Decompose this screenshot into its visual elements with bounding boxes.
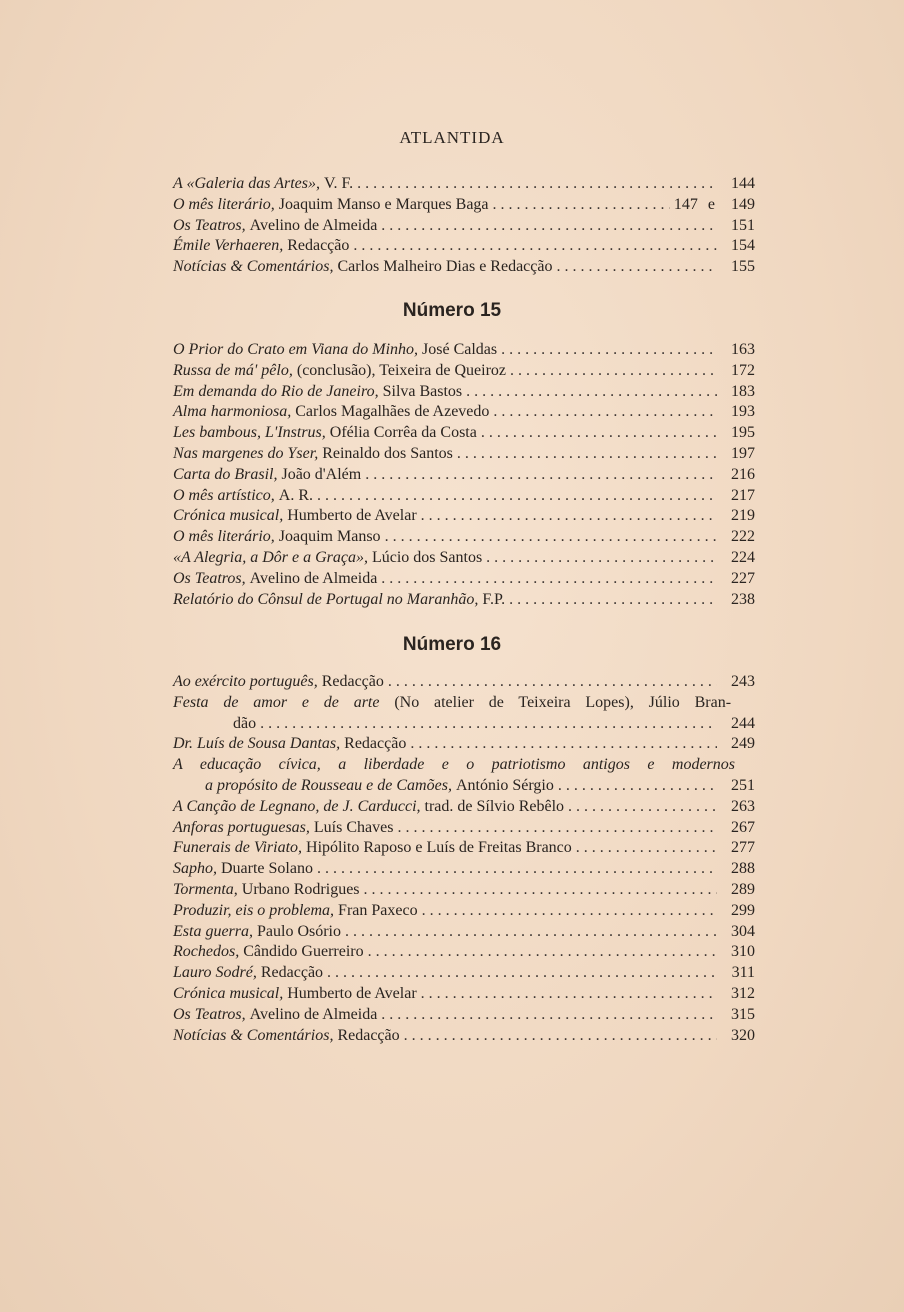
- entry-page: 154: [731, 237, 755, 255]
- entry-author: F.P.: [482, 590, 506, 608]
- leader-dots: [317, 859, 717, 880]
- entry-page: 299: [731, 901, 755, 919]
- toc-entry: [173, 465, 755, 486]
- toc-entry: [173, 340, 755, 361]
- entry-page: 144: [731, 175, 755, 192]
- leader-dots: [357, 174, 717, 195]
- leader-dots: [556, 257, 717, 278]
- leader-dots: [381, 216, 717, 237]
- entry-page: 311: [731, 964, 755, 982]
- leader-dots: [576, 838, 717, 859]
- entry-page: 197: [731, 444, 755, 462]
- entry-page: 222: [731, 528, 755, 546]
- entry-page: 163: [731, 341, 755, 358]
- entry-title: O mês literário,: [173, 195, 275, 213]
- toc-section-16: [173, 672, 755, 1046]
- entry-author: Luís Chaves: [313, 818, 394, 836]
- toc-entry: [173, 444, 755, 465]
- leader-dots: [509, 590, 717, 611]
- entry-title: Notícias & Comentários,: [173, 1026, 334, 1044]
- entry-page: 251: [731, 776, 755, 794]
- entry-title: Tormenta,: [173, 880, 238, 898]
- entry-author: Redacção: [260, 964, 324, 982]
- toc-entry: [173, 236, 755, 257]
- entry-author: Joaquim Manso: [278, 528, 381, 546]
- entry-page: 172: [731, 361, 755, 379]
- entry-author: (No atelier de Teixeira Lopes), Júlio Bran-: [394, 693, 732, 711]
- entry-page: 304: [731, 922, 755, 940]
- entry-title: A educação cívica, a liberdade e o patriotismo antigos e modernos: [173, 756, 735, 774]
- toc-entry: [173, 527, 755, 548]
- leader-dots: [327, 963, 717, 984]
- toc-entry: [173, 569, 755, 590]
- entry-title: Festa de amor e de arte: [173, 693, 380, 711]
- leader-dots: [466, 382, 717, 403]
- entry-title: Dr. Luís de Sousa Dantas,: [173, 735, 341, 753]
- entry-page: 267: [731, 818, 755, 836]
- toc-entry: [173, 1026, 755, 1047]
- toc-entry: [173, 901, 755, 922]
- entry-author: Redacção: [337, 1026, 400, 1044]
- entry-author: Fran Paxeco: [338, 901, 418, 919]
- entry-author: Lúcio dos Santos: [371, 548, 483, 566]
- leader-dots: [365, 465, 717, 486]
- leader-dots: [404, 1026, 717, 1047]
- entry-author: trad. de Sílvio Rebêlo: [424, 797, 565, 815]
- entry-author-continued: dão: [233, 714, 257, 732]
- entry-page-start: 147: [673, 195, 698, 213]
- entry-author: Humberto de Avelar: [287, 507, 417, 525]
- entry-title: O mês literário,: [173, 528, 275, 546]
- entry-author: José Caldas: [422, 341, 498, 358]
- entry-author: Ofélia Corrêa da Costa: [329, 424, 477, 442]
- entry-author: Joaquim Manso e Marques Baga: [278, 195, 489, 213]
- entry-author: V. F.: [323, 175, 354, 192]
- entry-page: 155: [731, 258, 755, 276]
- entry-title: Os Teatros,: [173, 216, 246, 234]
- entry-author: Paulo Osório: [257, 922, 341, 940]
- leader-dots: [353, 236, 717, 257]
- entry-title: O mês artístico,: [173, 486, 275, 504]
- toc-entry: [173, 838, 755, 859]
- entry-author: Hipólito Raposo e Luís de Freitas Branco: [306, 839, 572, 857]
- entry-title: Os Teatros,: [173, 1005, 246, 1023]
- entry-title: Notícias & Comentários,: [173, 258, 334, 276]
- entry-title: Rochedos,: [173, 943, 240, 961]
- leader-dots: [486, 548, 717, 569]
- toc-entry: [173, 963, 755, 984]
- entry-page: 183: [731, 382, 755, 400]
- toc-entry: [173, 486, 755, 507]
- leader-dots: [385, 527, 717, 548]
- entry-page: 249: [731, 735, 755, 753]
- toc-entry-line: [173, 693, 755, 714]
- entry-author: Redacção: [321, 673, 384, 690]
- toc-entry-continuation: [173, 776, 755, 797]
- leader-dots: [493, 195, 670, 216]
- leader-dots: [457, 444, 717, 465]
- entry-author: Reinaldo dos Santos: [322, 444, 453, 462]
- leader-dots: [345, 922, 717, 943]
- toc-entry: [173, 922, 755, 943]
- entry-page: 312: [731, 984, 755, 1002]
- entry-title: Crónica musical,: [173, 507, 284, 525]
- leader-dots: [421, 984, 717, 1005]
- entry-title: Carta do Brasil,: [173, 465, 278, 483]
- running-head: ATLANTIDA: [399, 128, 505, 147]
- entry-page: 151: [731, 216, 755, 234]
- entry-title: A Canção de Legnano, de J. Carducci,: [173, 797, 421, 815]
- toc-entry: [173, 174, 755, 195]
- toc-entry: [173, 402, 755, 423]
- entry-author: António Sérgio: [455, 776, 554, 794]
- leader-dots: [397, 818, 717, 839]
- toc-entry: [173, 506, 755, 527]
- leader-dots: [481, 423, 717, 444]
- entry-title: A «Galeria das Artes»,: [173, 175, 320, 192]
- leader-dots: [568, 797, 717, 818]
- entry-author: Cândido Guerreiro: [243, 943, 364, 961]
- entry-author: Duarte Solano: [221, 860, 313, 878]
- entry-title: Alma harmoniosa,: [173, 403, 292, 421]
- entry-author: Redacção: [344, 735, 407, 753]
- entry-title: Lauro Sodré,: [173, 964, 257, 982]
- entry-author: Carlos Magalhães de Azevedo: [295, 403, 490, 421]
- entry-author: Silva Bastos: [382, 382, 463, 400]
- toc-entry: [173, 590, 755, 611]
- leader-dots: [422, 901, 717, 922]
- leader-dots: [381, 569, 717, 590]
- entry-author: Humberto de Avelar: [287, 984, 417, 1002]
- section-heading-15: Número 15: [402, 300, 502, 321]
- toc-entry: [173, 195, 755, 216]
- section-heading-16: Número 16: [402, 634, 502, 655]
- entry-title: Relatório do Cônsul de Portugal no Maranhão,: [173, 590, 479, 608]
- entry-page: 195: [731, 424, 755, 442]
- entry-author: Avelino de Almeida: [249, 1005, 378, 1023]
- entry-title: «A Alegria, a Dôr e a Graça»,: [173, 548, 368, 566]
- entry-title: Produzir, eis o problema,: [173, 901, 335, 919]
- entry-title: Sapho,: [173, 860, 217, 878]
- entry-page: 224: [731, 548, 755, 566]
- toc-entry: [173, 361, 755, 382]
- leader-dots: [364, 880, 717, 901]
- toc-entry: [173, 672, 755, 693]
- leader-dots: [501, 340, 717, 361]
- entry-title: Anforas portuguesas,: [173, 818, 310, 836]
- leader-dots: [317, 486, 717, 507]
- entry-page: 238: [731, 590, 755, 608]
- entry-title: Ao exército português,: [173, 673, 318, 690]
- entry-page: 219: [731, 507, 755, 525]
- entry-author: Avelino de Almeida: [249, 216, 378, 234]
- toc-entry-continuation: [173, 714, 755, 735]
- entry-title: Esta guerra,: [173, 922, 253, 940]
- entry-author: Avelino de Almeida: [249, 569, 378, 587]
- toc-entry: [173, 216, 755, 237]
- entry-page: 310: [731, 943, 755, 961]
- leader-dots: [510, 361, 717, 382]
- leader-dots: [368, 942, 717, 963]
- entry-page: 216: [731, 465, 755, 483]
- entry-title: Émile Verhaeren,: [173, 237, 284, 255]
- entry-page: 217: [731, 486, 755, 504]
- toc-entry: [173, 548, 755, 569]
- toc-section-previous: [173, 174, 755, 278]
- entry-author: (conclusão), Teixeira de Queiroz: [296, 361, 507, 379]
- toc-entry: [173, 423, 755, 444]
- toc-entry: [173, 942, 755, 963]
- entry-title: Les bambous, L'Instrus,: [173, 424, 326, 442]
- entry-page: 288: [731, 860, 755, 878]
- entry-title: Crónica musical,: [173, 984, 284, 1002]
- entry-page: 263: [731, 797, 755, 815]
- leader-dots: [410, 734, 717, 755]
- entry-page: 244: [731, 714, 755, 732]
- entry-page: 320: [731, 1026, 755, 1044]
- toc-entry: [173, 797, 755, 818]
- entry-page: 193: [731, 403, 755, 421]
- leader-dots: [493, 402, 717, 423]
- entry-title: Em demanda do Rio de Janeiro,: [173, 382, 379, 400]
- leader-dots: [381, 1005, 717, 1026]
- toc-entry: [173, 984, 755, 1005]
- entry-author: Redacção: [287, 237, 350, 255]
- entry-title: Funerais de Viriato,: [173, 839, 303, 857]
- entry-page: 289: [731, 880, 755, 898]
- toc-entry: [173, 382, 755, 403]
- entry-page: 149: [731, 195, 755, 213]
- toc-entry: [173, 818, 755, 839]
- entry-page-connector: e: [707, 195, 715, 213]
- leader-dots: [421, 506, 717, 527]
- entry-title: Os Teatros,: [173, 569, 246, 587]
- toc-entry: [173, 880, 755, 901]
- entry-title-continued: a propósito de Rousseau e de Camões,: [205, 776, 452, 794]
- leader-dots: [260, 714, 717, 735]
- toc-entry: [173, 1005, 755, 1026]
- entry-author: A. R.: [278, 486, 314, 504]
- leader-dots: [558, 776, 717, 797]
- entry-page: 277: [731, 839, 755, 857]
- toc-entry: [173, 734, 755, 755]
- entry-title: O Prior do Crato em Viana do Minho,: [173, 341, 419, 358]
- entry-page: 227: [731, 569, 755, 587]
- entry-title: Russa de má' pêlo,: [173, 361, 293, 379]
- entry-title: Nas margenes do Yser,: [173, 444, 319, 462]
- entry-author: Carlos Malheiro Dias e Redacção: [337, 258, 553, 276]
- toc-entry: [173, 257, 755, 278]
- entry-page: 315: [731, 1005, 755, 1023]
- entry-author: Urbano Rodrigues: [241, 880, 360, 898]
- toc-entry: [173, 859, 755, 880]
- entry-author: João d'Além: [281, 465, 362, 483]
- entry-page: 243: [731, 673, 755, 690]
- toc-section-15: [173, 340, 755, 610]
- leader-dots: [388, 672, 717, 693]
